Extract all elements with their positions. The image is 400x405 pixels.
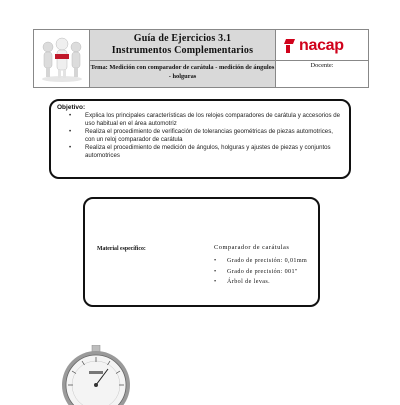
objective-title: Objetivo:: [57, 104, 86, 111]
material-label: Material específico:: [97, 246, 146, 252]
objective-text: Realiza el procedimiento de medición de ángulos, holguras y ajustes de piezas y conjuntos automotrices: [85, 144, 331, 159]
topic-text: Tema: Medición con comparador de carátula - medición de ángulos - holguras: [90, 64, 275, 80]
people-team-icon: [34, 30, 90, 87]
material-text: Árbol de levas.: [227, 279, 271, 285]
bullet-icon: •: [69, 128, 72, 135]
dial-gauge-icon: [56, 345, 136, 405]
bullet-icon: •: [214, 279, 217, 285]
document-title: Guía de Ejercicios 3.1: [133, 33, 232, 44]
document-subtitle: Instrumentos Complementarios: [111, 45, 254, 56]
teacher-label: Docente:: [310, 62, 334, 69]
topic-cell: [90, 61, 276, 87]
list-item: [57, 128, 343, 144]
list-item: [57, 144, 343, 160]
inacap-mark-icon: [284, 39, 295, 53]
bullet-icon: •: [69, 144, 72, 151]
objective-box: [49, 99, 351, 179]
teacher-cell: [276, 61, 368, 87]
material-box: [83, 197, 320, 307]
material-text: Grado de precisión: 0,01mm: [227, 258, 308, 264]
objective-list: [57, 112, 343, 160]
team-logo-cell: [34, 30, 90, 87]
objective-text: Realiza el procedimiento de verificación de tolerancias geométricas de piezas automotrices, con un reloj comparador de carátula: [85, 128, 333, 143]
material-text: Grado de precisión: 001": [227, 268, 298, 275]
header-table: [33, 29, 369, 88]
list-item: [214, 267, 307, 278]
brand-cell: [276, 30, 368, 61]
list-item: [214, 256, 307, 267]
material-list: [214, 256, 307, 288]
bullet-icon: •: [69, 112, 72, 119]
material-title: Comparador de carátulas: [214, 244, 290, 251]
title-cell: [90, 30, 276, 61]
inacap-logo: [284, 37, 364, 55]
brand-name: nacap: [299, 37, 344, 54]
objective-text: Explica los principales características de los relojes comparadores de carátula y accesorios de uso habitual en el área automotriz: [85, 112, 341, 127]
list-item: [214, 277, 307, 288]
bullet-icon: •: [214, 268, 217, 275]
list-item: [57, 112, 343, 128]
bullet-icon: •: [214, 258, 217, 264]
